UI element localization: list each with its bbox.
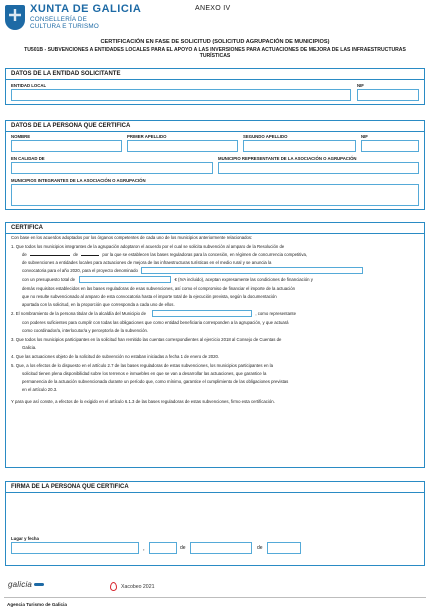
section-divider <box>6 79 424 80</box>
certifica-closing: Y para que así conste, a efectos de lo exigido en el artículo 6.1.3 de las bases reguladoras de estas subvenciones, firmo esta certificación. <box>11 399 275 404</box>
certifica-p5-line2: solicitud tienen plena disponibilidad sobre los terrenos e inmuebles en que se van a desarrollar las actuaciones, que garantice la <box>22 371 267 376</box>
separator-comma: , <box>143 546 145 552</box>
certifica-p1-e1: con un presupuesto total de <box>22 277 76 282</box>
primer-apellido-field[interactable] <box>127 140 238 152</box>
entidad-local-field[interactable] <box>11 89 351 101</box>
galicia-shield-icon <box>5 5 25 30</box>
logo-line2: CULTURA E TURISMO <box>30 23 99 31</box>
certifica-p2-b: , como representante <box>255 311 296 316</box>
label-lugar-fecha: Lugar y fecha <box>11 536 39 541</box>
section-persona-title: DATOS DE LA PERSONA QUE CERTIFICA <box>11 123 131 129</box>
section-firma <box>5 481 425 566</box>
en-calidad-de-field[interactable] <box>11 162 213 174</box>
separator-de2: de <box>257 545 263 551</box>
anio-field[interactable] <box>267 542 301 554</box>
section-firma-title: FIRMA DE LA PERSONA QUE CERTIFICA <box>11 484 129 490</box>
document-title: CERTIFICACIÓN EN FASE DE SOLICITUD (SOLICITUD AGRUPACIÓN DE MUNICIPIOS) <box>100 39 330 45</box>
resolution-date-day-field[interactable] <box>30 251 70 256</box>
section-divider <box>6 492 424 493</box>
section-persona <box>5 120 425 210</box>
label-nif-entidad: NIF <box>357 83 364 88</box>
galicia-wordmark: galicia <box>8 580 33 589</box>
certifica-p1-line2 <box>11 251 419 259</box>
annex-label: ANEXO IV <box>195 5 231 12</box>
certifica-p1-line4 <box>22 267 419 275</box>
municipio-alcaldia-field[interactable] <box>152 310 252 317</box>
nif-persona-field[interactable] <box>361 140 419 152</box>
certifica-p1-b: por la que se establecen las bases reguladoras para la concesión, en régimen de concurrencia competitiva, <box>102 252 308 257</box>
segundo-apellido-field[interactable] <box>243 140 356 152</box>
certifica-p1-line6: demás requisitos establecidos en las bases reguladoras de esas subvenciones, así como el compromiso de financiar el importe de la actuación <box>22 286 296 291</box>
certifica-p1-de1: de <box>22 252 27 257</box>
certifica-p4: 4. Que las actuaciones objeto de la solicitud de subvención no estaban iniciadas a fecha 1 de enero de 2020. <box>11 354 220 359</box>
section-entidad-title: DATOS DE LA ENTIDAD SOLICITANTE <box>11 71 121 77</box>
label-nif-persona: NIF <box>361 134 368 139</box>
dia-field[interactable] <box>149 542 177 554</box>
separator-de1: de <box>180 545 186 551</box>
xacobeo-icon <box>110 582 117 591</box>
label-segundo-apellido: SEGUNDO APELLIDO <box>243 134 288 139</box>
certifica-p1-e2: € (IVA incluido), aceptan expresamente las condiciones de financiación y <box>174 277 313 282</box>
logo-name: XUNTA DE GALICIA <box>30 3 142 15</box>
label-municipios-integrantes: MUNICIPIOS INTEGRANTES DE LA ASOCIACIÓN O AGRUPACIÓN <box>11 178 146 183</box>
certifica-p1-line1: 1. Que todos los municipios integrantes de la agrupación adoptaron el acuerdo por el cual se solicita subvención al amparo de la Resolución de <box>11 244 285 249</box>
galicia-logo <box>8 580 44 589</box>
certifica-p3-line2: Galicia. <box>22 345 37 350</box>
certifica-p1-line7: que no resulte subvencionado al amparo de esta convocatoria hasta el importe total de la ejecución prevista, según la documentación <box>22 294 277 299</box>
municipios-integrantes-field[interactable] <box>11 184 419 206</box>
label-nombre: NOMBRE <box>11 134 31 139</box>
section-entidad <box>5 68 425 105</box>
nombre-field[interactable] <box>11 140 122 152</box>
certifica-p1-line8: aportada con la solicitud, en la proporción que corresponda a cada uno de ellos. <box>22 302 175 307</box>
nif-entidad-field[interactable] <box>357 89 419 101</box>
label-en-calidad-de: EN CALIDAD DE <box>11 156 45 161</box>
footer-divider <box>4 597 426 598</box>
certifica-p5-line1: 5. Que, a los efectos de lo dispuesto en el artículo 2.7 de las bases reguladoras de estas subvenciones, los municipios participantes en la <box>11 363 274 368</box>
label-municipio-representante: MUNICIPIO REPRESENTANTE DE LA ASOCIACIÓN O AGRUPACIÓN <box>218 156 357 161</box>
lugar-field[interactable] <box>11 542 139 554</box>
certifica-p2-line3: como coordinador/a, interlocutor/a y perceptor/a de la subvención. <box>22 328 149 333</box>
logo-line1: CONSELLERÍA DE <box>30 16 88 23</box>
galicia-swoosh-icon <box>34 583 44 586</box>
certifica-p5-line3: permanencia de la actuación subvencionada durante un período que, como mínimo, garantice el cumplimiento de las obligaciones previstas <box>22 379 289 384</box>
municipio-representante-field[interactable] <box>218 162 419 174</box>
certifica-p2-line2: con poderes suficientes para cumplir con todas las obligaciones que como entidad beneficiaria corresponden a la agrupación, y que actuará <box>22 320 289 325</box>
certifica-p2-line1 <box>11 310 419 318</box>
certifica-p5-line4: en el artículo 20.3. <box>22 387 58 392</box>
xacobeo-logo <box>110 582 154 591</box>
label-entidad-local: ENTIDAD LOCAL <box>11 83 47 88</box>
xunta-logo <box>5 4 155 38</box>
section-divider <box>6 131 424 132</box>
certifica-p1-de2: de <box>73 252 78 257</box>
document-subtitle: TU501B - SUBVENCIONES A ENTIDADES LOCALES PARA EL APOYO A LAS INVERSIONES PARA ACTUACIONES DE MEJORA DE LAS INFRAESTRUCTURAS TURÍSTICAS <box>24 47 406 60</box>
certifica-intro: Con base en los acuerdos adoptados por los órganos competentes de cada uno de los municipios anteriormente relacionados: <box>11 235 253 240</box>
certifica-p2-a: 2. El nombramiento de la persona titular de la alcaldía del Municipio de <box>11 311 146 316</box>
xacobeo-wordmark: Xacobeo 2021 <box>121 583 155 590</box>
certifica-p1-line3: de subvenciones a entidades locales para actuaciones de mejora de las infraestructuras turísticas en el medio rural y se anuncia la <box>22 260 272 265</box>
proyecto-denominado-field[interactable] <box>141 267 363 274</box>
section-certifica <box>5 222 425 468</box>
mes-field[interactable] <box>190 542 252 554</box>
resolution-date-month-field[interactable] <box>81 251 99 256</box>
certifica-p3-line1: 3. Que todos los municipios participantes en la solicitud han remitido las cuentas correspondientes al ejercicio 2018 al Consejo de Cuentas de <box>11 337 282 342</box>
certifica-p1-d: convocatoria para el año 2020, para el proyecto denominado <box>22 268 138 273</box>
agency-name: Agencia Turismo de Galicia <box>7 602 67 607</box>
label-primer-apellido: PRIMER APELLIDO <box>127 134 167 139</box>
certifica-p1-line5 <box>22 276 419 284</box>
section-certifica-title: CERTIFICA <box>11 225 43 231</box>
presupuesto-total-field[interactable] <box>79 276 171 283</box>
